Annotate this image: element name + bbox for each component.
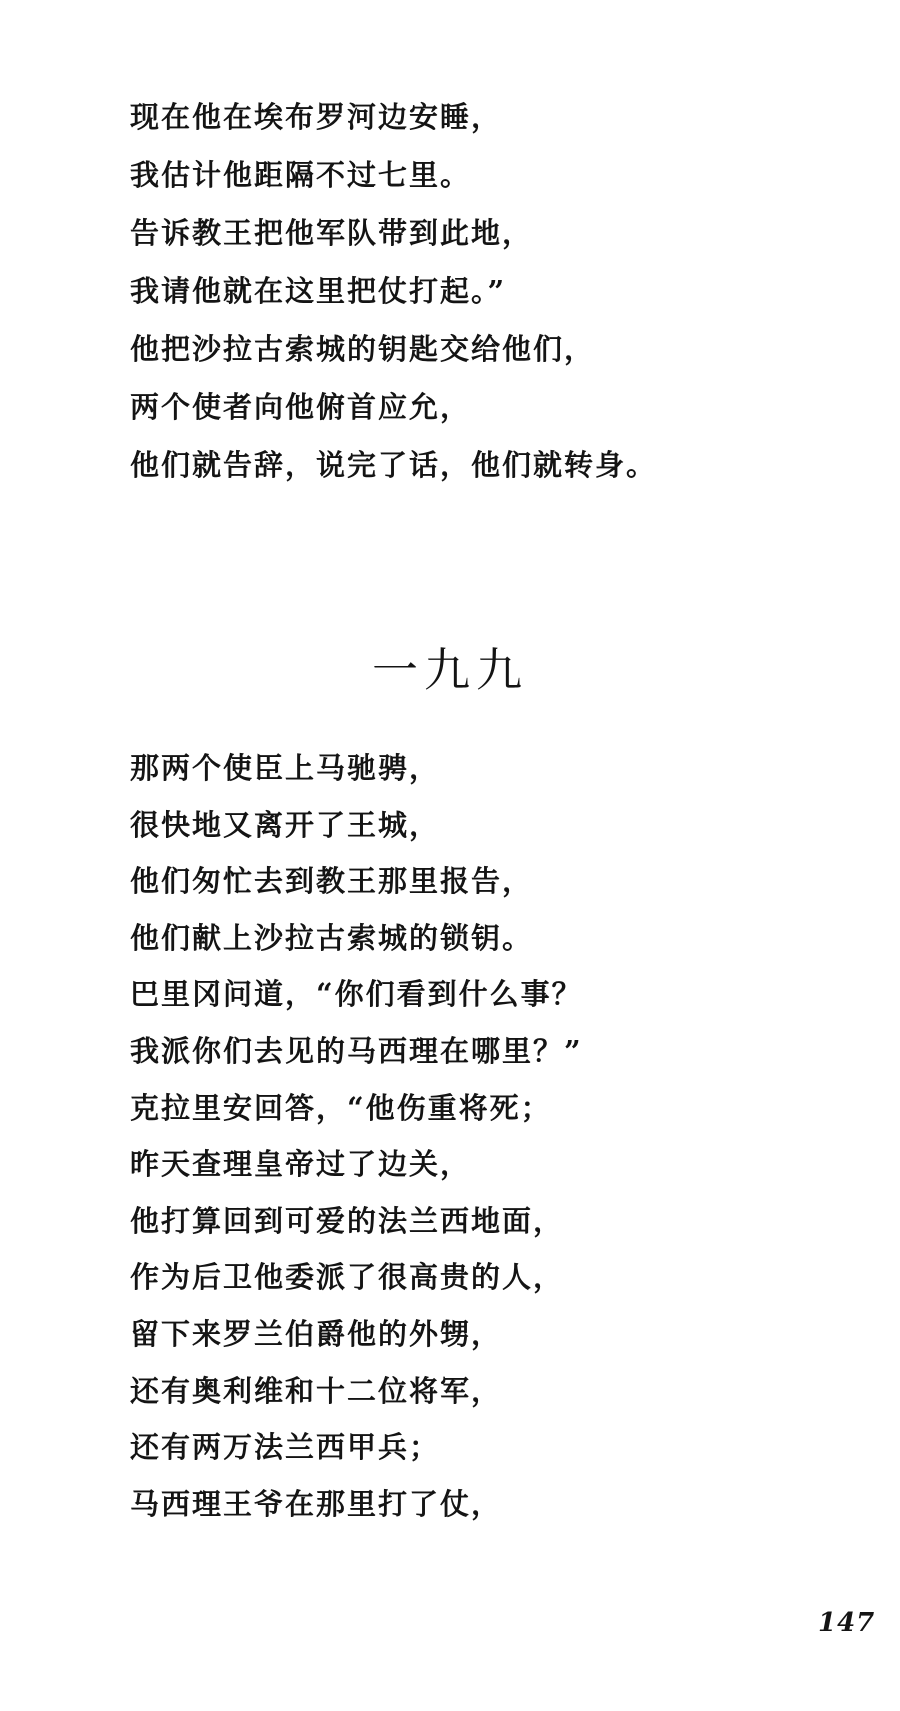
verse-line: 我请他就在这里把仗打起。” (130, 274, 507, 308)
verse-line: 他们献上沙拉古索城的锁钥。 (130, 920, 534, 955)
stanza-bottom (130, 740, 583, 1532)
verse-line: 还有奥利维和十二位将军， (130, 1373, 503, 1408)
verse-line: 马西理王爷在那里打了仗， (130, 1486, 503, 1521)
verse-line: 巴里冈问道，“你们看到什么事？ (130, 977, 583, 1012)
page-number: 147 (818, 1608, 876, 1638)
verse-line: 克拉里安回答，“他伤重将死； (130, 1090, 552, 1125)
verse-line: 两个使者向他俯首应允， (130, 390, 472, 424)
verse-line: 我估计他距隔不过七里。 (130, 158, 472, 192)
verse-line: 他们匆忙去到教王那里报告， (130, 864, 534, 899)
verse-line: 昨天查理皇帝过了边关， (130, 1147, 472, 1182)
verse-line: 他把沙拉古索城的钥匙交给他们， (130, 332, 596, 366)
verse-line: 很快地又离开了王城， (130, 807, 441, 842)
verse-line: 现在他在埃布罗河边安睡， (130, 100, 503, 134)
verse-line: 他打算回到可爱的法兰西地面， (130, 1203, 565, 1238)
verse-line: 告诉教王把他军队带到此地， (130, 216, 534, 250)
verse-line: 他们就告辞，说完了话，他们就转身。 (130, 448, 658, 482)
section-heading: 一九九 (372, 643, 528, 697)
verse-line: 作为后卫他委派了很高贵的人， (130, 1260, 565, 1295)
verse-line: 留下来罗兰伯爵他的外甥， (130, 1316, 503, 1351)
stanza-top (130, 88, 657, 494)
verse-line: 我派你们去见的马西理在哪里？” (130, 1033, 583, 1068)
verse-line: 还有两万法兰西甲兵； (130, 1430, 441, 1465)
verse-line: 那两个使臣上马驰骋， (130, 751, 441, 785)
